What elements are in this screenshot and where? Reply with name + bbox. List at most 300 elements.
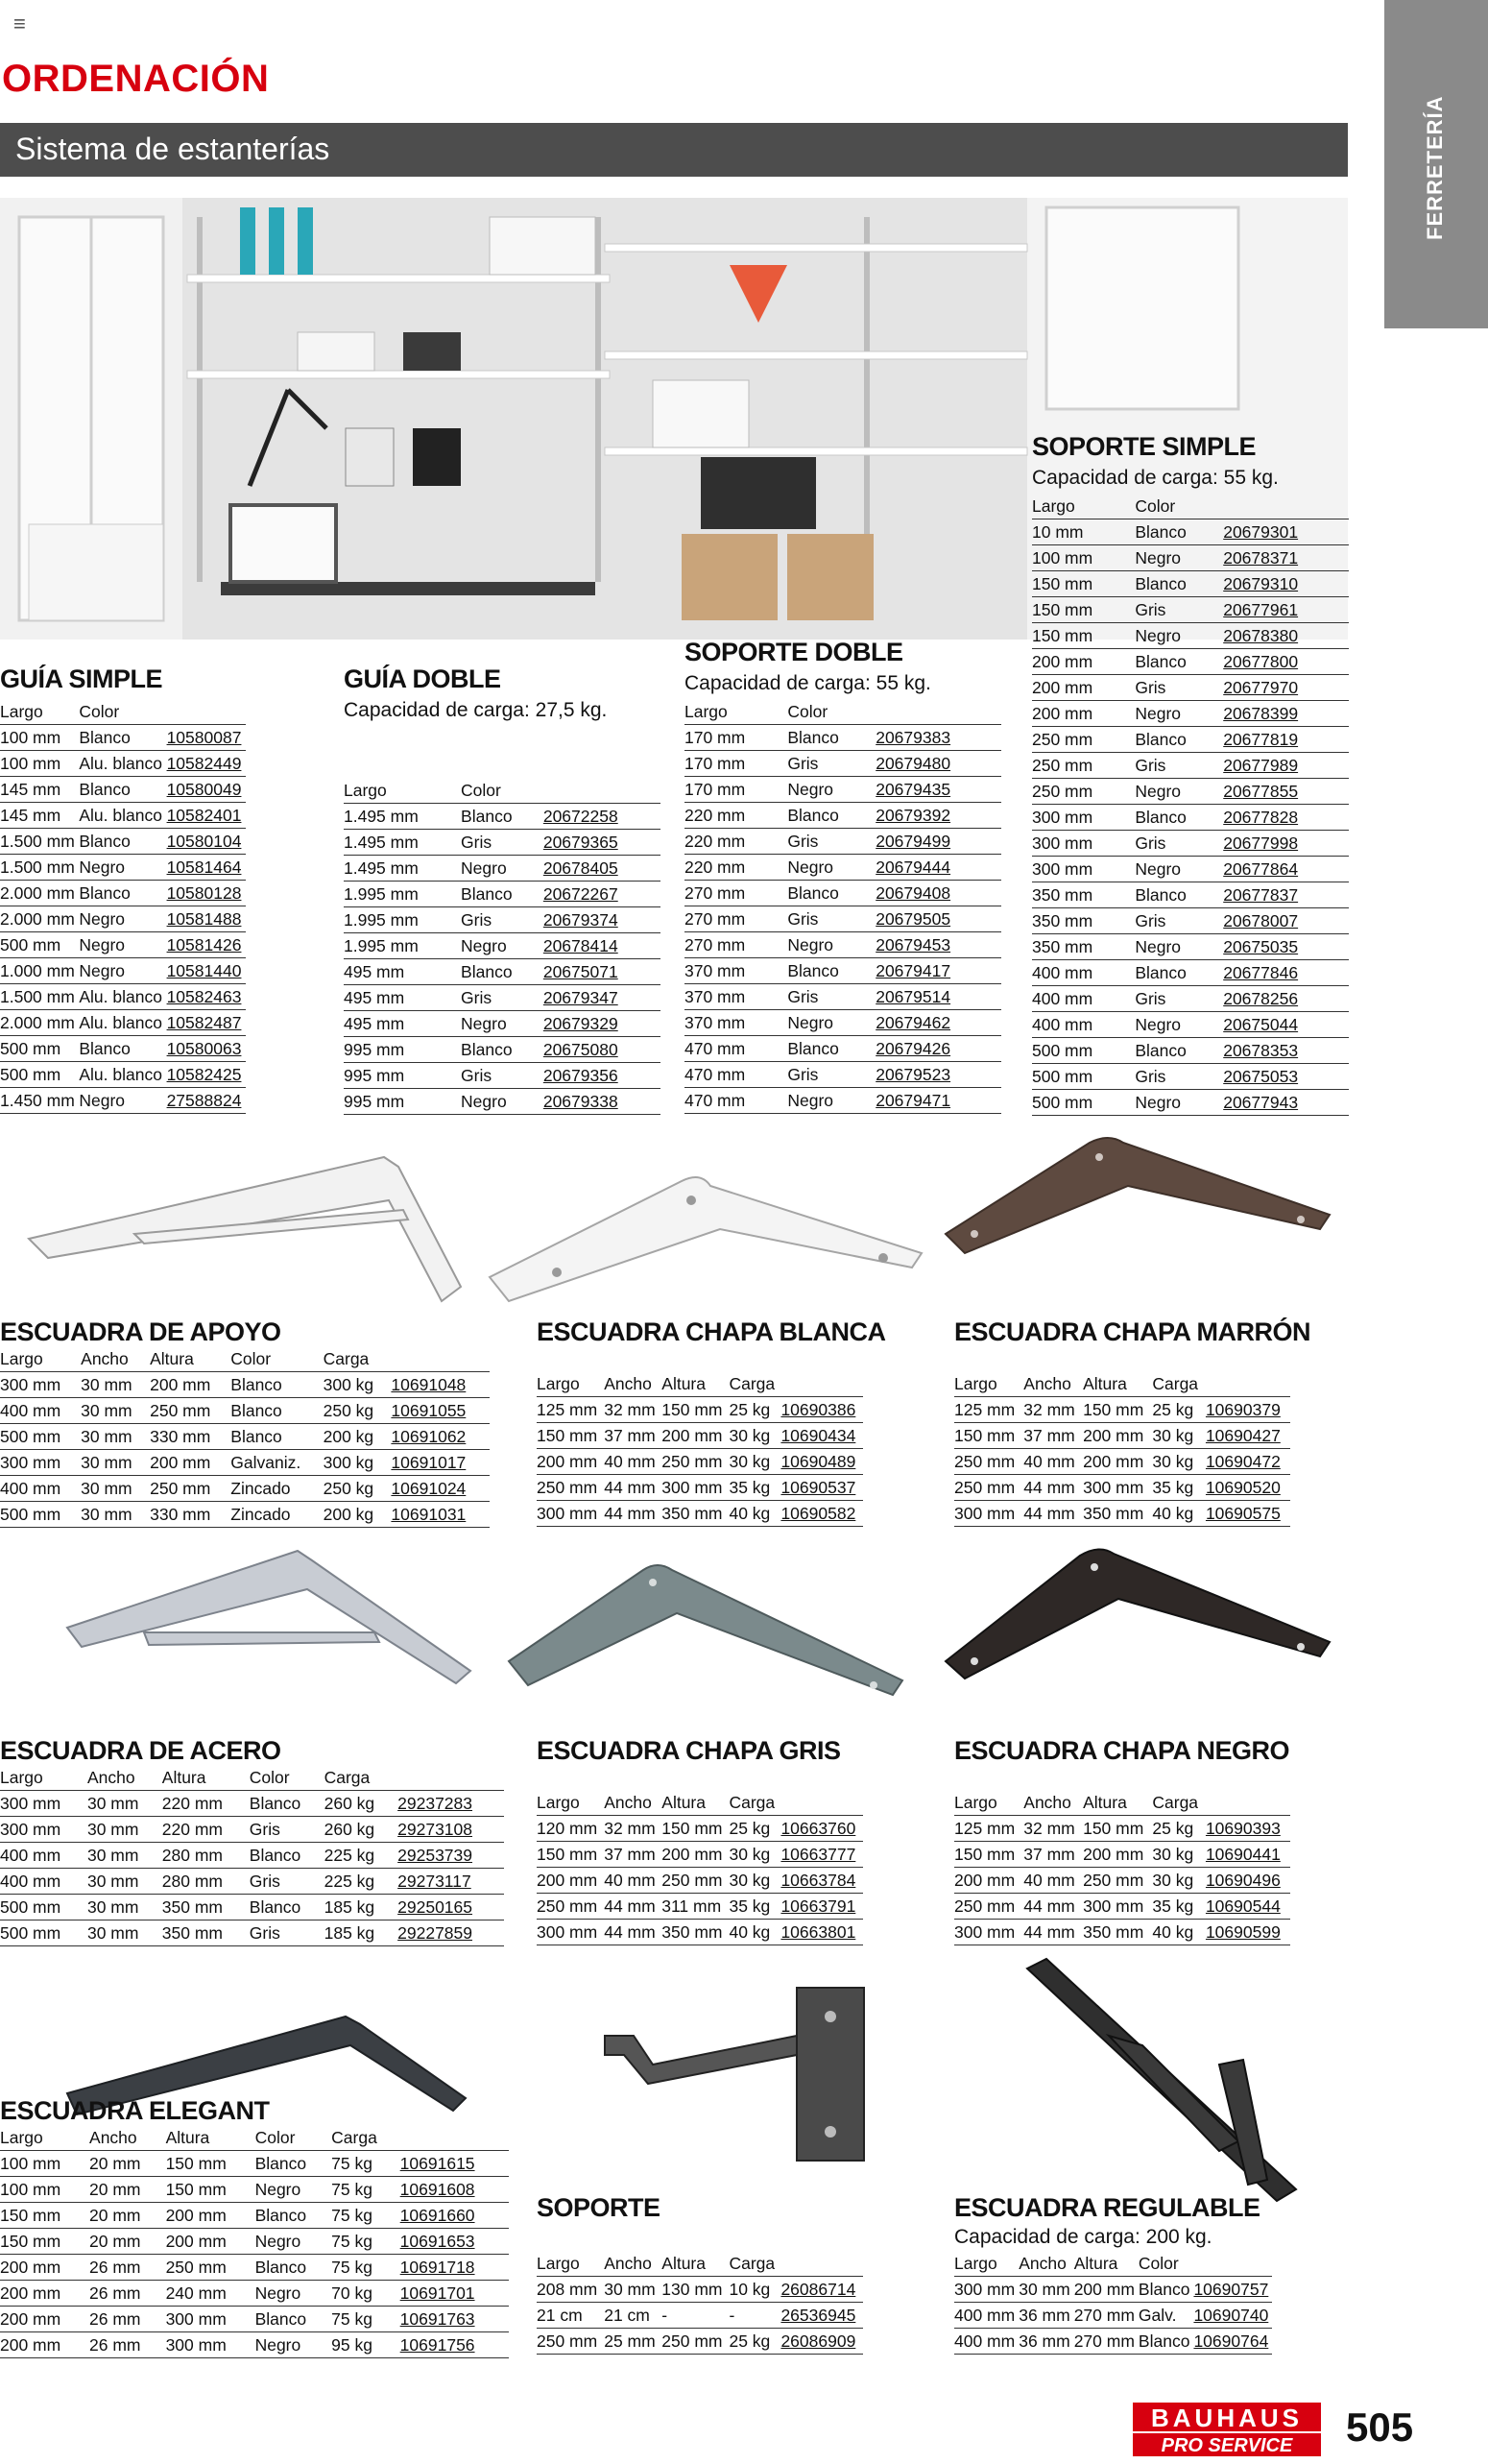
- column-header: [167, 699, 246, 725]
- table-row: [954, 1920, 1290, 1945]
- table-cell: 30 kg: [1152, 1842, 1206, 1868]
- table-cell: 25 kg: [1152, 1397, 1206, 1423]
- table-cell: Blanco: [79, 725, 166, 751]
- table-cell: Galv.: [1139, 2303, 1194, 2329]
- table-row: [1032, 831, 1349, 857]
- table-header-row: [954, 1371, 1290, 1397]
- column-header: Altura: [661, 2251, 729, 2277]
- table-cell: 30 mm: [81, 1372, 150, 1398]
- article-number: 29253739: [397, 1843, 504, 1869]
- table-cell: 200 mm: [1083, 1842, 1152, 1868]
- table-cell: Blanco: [1135, 519, 1223, 545]
- menu-icon: ≡: [13, 12, 26, 36]
- table-row: [954, 1397, 1290, 1423]
- table-cell: 225 kg: [324, 1843, 398, 1869]
- table-row: [1032, 882, 1349, 908]
- table-cell: Negro: [1135, 934, 1223, 960]
- article-number: 20679347: [543, 985, 660, 1011]
- table-row: [0, 2307, 509, 2332]
- table-cell: 150 mm: [166, 2177, 255, 2203]
- table-cell: 250 mm: [537, 2329, 604, 2355]
- column-header: Color: [1135, 494, 1223, 519]
- table-cell: Gris: [1135, 597, 1223, 623]
- article-number: 10581488: [167, 906, 246, 932]
- table-cell: 995 mm: [344, 1037, 461, 1063]
- table-cell: 30 mm: [87, 1843, 162, 1869]
- table-cell: 250 mm: [537, 1475, 604, 1501]
- table-cell: 185 kg: [324, 1895, 398, 1920]
- article-number: 20677970: [1223, 675, 1349, 701]
- table-cell: Blanco: [1135, 1038, 1223, 1064]
- table-row: [684, 1010, 1001, 1036]
- table-cell: 32 mm: [1023, 1816, 1083, 1842]
- article-number: 20679514: [876, 984, 1001, 1010]
- table-row: [537, 2329, 863, 2355]
- table-cell: 1.495 mm: [344, 804, 461, 830]
- table-cell: 250 kg: [324, 1398, 392, 1424]
- table-cell: 37 mm: [1023, 1842, 1083, 1868]
- table-cell: 200 mm: [166, 2229, 255, 2255]
- table-cell: Negro: [461, 1011, 543, 1037]
- article-number: 10690599: [1206, 1920, 1290, 1945]
- product-title: SOPORTE: [537, 2193, 660, 2222]
- table-cell: Blanco: [1135, 960, 1223, 986]
- column-header: [1193, 2251, 1272, 2277]
- table-row: [684, 829, 1001, 855]
- table-header-row: [0, 699, 246, 725]
- table-row: [0, 751, 246, 777]
- table-cell: 400 mm: [1032, 1012, 1135, 1038]
- table-row: [0, 1450, 490, 1476]
- table-cell: 26 mm: [89, 2332, 166, 2358]
- table-cell: 75 kg: [331, 2255, 400, 2281]
- table-cell: 300 mm: [954, 1920, 1023, 1945]
- table-cell: 100 mm: [0, 751, 79, 777]
- table-cell: 125 mm: [954, 1397, 1023, 1423]
- table-cell: 35 kg: [729, 1475, 780, 1501]
- article-number: 20679462: [876, 1010, 1001, 1036]
- table-cell: 300 mm: [954, 1501, 1023, 1527]
- table-cell: Negro: [79, 1088, 166, 1114]
- table-cell: Blanco: [787, 725, 876, 751]
- bracket-image-regulable: [1018, 1949, 1306, 2209]
- table-cell: 35 kg: [729, 1894, 780, 1920]
- table-cell: 270 mm: [684, 906, 787, 932]
- table-cell: 220 mm: [162, 1791, 250, 1817]
- table-cell: 150 mm: [166, 2151, 255, 2177]
- column-header: Carga: [324, 1765, 398, 1791]
- spec-table-soporte-doble: [684, 699, 1001, 1114]
- column-header: Color: [461, 778, 543, 804]
- table-cell: Negro: [787, 855, 876, 881]
- article-number: 20679301: [1223, 519, 1349, 545]
- table-cell: 44 mm: [604, 1920, 661, 1945]
- table-cell: 250 mm: [661, 1449, 729, 1475]
- table-cell: 26 mm: [89, 2255, 166, 2281]
- table-cell: 995 mm: [344, 1089, 461, 1115]
- table-cell: 495 mm: [344, 1011, 461, 1037]
- article-number: 20677961: [1223, 597, 1349, 623]
- table-row: [0, 1791, 504, 1817]
- article-number: 10691763: [400, 2307, 509, 2332]
- table-row: [0, 2177, 509, 2203]
- table-cell: 100 mm: [1032, 545, 1135, 571]
- table-cell: Blanco: [1139, 2277, 1194, 2303]
- spec-table-escuadra-apoyo: [0, 1346, 490, 1528]
- column-header: [1206, 1790, 1290, 1816]
- table-cell: 500 mm: [0, 1424, 81, 1450]
- page-title: ORDENACIÓN: [2, 58, 270, 100]
- table-cell: 500 mm: [0, 1895, 87, 1920]
- table-cell: 36 mm: [1019, 2303, 1073, 2329]
- article-number: 10690582: [780, 1501, 863, 1527]
- table-row: [0, 2255, 509, 2281]
- table-cell: 250 mm: [954, 1449, 1023, 1475]
- column-header: [780, 2251, 863, 2277]
- article-number: 10691024: [391, 1476, 490, 1502]
- table-cell: 200 mm: [661, 1423, 729, 1449]
- table-cell: Blanco: [461, 882, 543, 907]
- table-cell: 300 mm: [166, 2332, 255, 2358]
- table-cell: 260 kg: [324, 1791, 398, 1817]
- table-cell: 75 kg: [331, 2203, 400, 2229]
- column-header: Carga: [331, 2125, 400, 2151]
- table-row: [537, 1397, 863, 1423]
- table-cell: Negro: [79, 855, 166, 881]
- table-cell: 30 mm: [87, 1920, 162, 1946]
- article-number: 20677846: [1223, 960, 1349, 986]
- table-cell: 150 mm: [1083, 1397, 1152, 1423]
- table-row: [344, 1011, 660, 1037]
- logo-top-text: BAUHAUS: [1151, 2404, 1303, 2432]
- table-cell: Gris: [1135, 908, 1223, 934]
- table-cell: Negro: [787, 932, 876, 958]
- table-cell: 350 mm: [1083, 1501, 1152, 1527]
- product-subtitle: Capacidad de carga: 27,5 kg.: [344, 699, 608, 721]
- bracket-image-soporte: [595, 1978, 883, 2170]
- article-number: 20679408: [876, 881, 1001, 906]
- table-row: [1032, 649, 1349, 675]
- table-cell: 370 mm: [684, 1010, 787, 1036]
- table-cell: 250 mm: [166, 2255, 255, 2281]
- article-number: 20679392: [876, 803, 1001, 829]
- table-cell: 120 mm: [537, 1816, 604, 1842]
- article-number: 20678399: [1223, 701, 1349, 727]
- article-number: 10690740: [1193, 2303, 1272, 2329]
- table-cell: Negro: [79, 932, 166, 958]
- table-cell: Negro: [461, 856, 543, 882]
- table-cell: 250 mm: [537, 1894, 604, 1920]
- table-cell: 200 mm: [537, 1868, 604, 1894]
- table-cell: 125 mm: [954, 1816, 1023, 1842]
- table-cell: Negro: [79, 906, 166, 932]
- table-row: [684, 725, 1001, 751]
- article-number: 20679480: [876, 751, 1001, 777]
- table-cell: Blanco: [230, 1424, 323, 1450]
- table-row: [1032, 805, 1349, 831]
- table-row: [344, 804, 660, 830]
- table-cell: Blanco: [255, 2151, 332, 2177]
- article-number: 20679471: [876, 1088, 1001, 1114]
- table-cell: 500 mm: [0, 1036, 79, 1062]
- article-number: 20679338: [543, 1089, 660, 1115]
- article-number: 10690537: [780, 1475, 863, 1501]
- table-cell: Gris: [461, 985, 543, 1011]
- table-header-row: [684, 699, 1001, 725]
- table-cell: Zincado: [230, 1476, 323, 1502]
- table-cell: Gris: [1135, 753, 1223, 779]
- article-number: 10580049: [167, 777, 246, 803]
- table-cell: 25 kg: [729, 1816, 780, 1842]
- article-number: 29250165: [397, 1895, 504, 1920]
- table-cell: 30 mm: [81, 1424, 150, 1450]
- article-number: 10580087: [167, 725, 246, 751]
- article-number: 20678256: [1223, 986, 1349, 1012]
- table-cell: 1.995 mm: [344, 933, 461, 959]
- table-cell: 200 mm: [1032, 649, 1135, 675]
- table-cell: 30 mm: [1019, 2277, 1073, 2303]
- table-cell: 150 mm: [0, 2229, 89, 2255]
- spec-table-escuadra-acero: [0, 1765, 504, 1946]
- spec-table-soporte: [537, 2251, 863, 2355]
- table-row: [0, 1088, 246, 1114]
- table-cell: Gris: [787, 751, 876, 777]
- table-row: [684, 751, 1001, 777]
- table-cell: Negro: [1135, 623, 1223, 649]
- table-header-row: [344, 778, 660, 804]
- table-cell: Negro: [787, 1010, 876, 1036]
- table-row: [684, 1062, 1001, 1088]
- table-cell: 270 mm: [684, 932, 787, 958]
- table-cell: 30 mm: [87, 1869, 162, 1895]
- article-number: 20679383: [876, 725, 1001, 751]
- table-cell: 150 mm: [661, 1397, 729, 1423]
- column-header: Ancho: [604, 1371, 661, 1397]
- column-header: [397, 1765, 504, 1791]
- article-number: 20677943: [1223, 1090, 1349, 1116]
- table-cell: Blanco: [461, 1037, 543, 1063]
- table-cell: 220 mm: [684, 855, 787, 881]
- product-subtitle: Capacidad de carga: 55 kg.: [684, 672, 931, 694]
- table-row: [0, 803, 246, 829]
- column-header: Altura: [1083, 1371, 1152, 1397]
- column-header: Largo: [954, 1790, 1023, 1816]
- table-cell: 1.500 mm: [0, 984, 79, 1010]
- table-cell: 30 mm: [604, 2277, 661, 2303]
- table-header-row: [0, 1346, 490, 1372]
- table-row: [1032, 519, 1349, 545]
- table-cell: 350 mm: [661, 1501, 729, 1527]
- table-cell: 495 mm: [344, 985, 461, 1011]
- table-row: [0, 984, 246, 1010]
- table-cell: Negro: [1135, 701, 1223, 727]
- table-cell: 44 mm: [604, 1894, 661, 1920]
- article-number: 10582487: [167, 1010, 246, 1036]
- table-row: [954, 2277, 1272, 2303]
- table-row: [954, 1449, 1290, 1475]
- table-header-row: [0, 1765, 504, 1791]
- article-number: 20679374: [543, 907, 660, 933]
- table-row: [537, 1868, 863, 1894]
- article-number: 10691017: [391, 1450, 490, 1476]
- article-number: 20679453: [876, 932, 1001, 958]
- table-cell: 20 mm: [89, 2177, 166, 2203]
- article-number: 10663784: [780, 1868, 863, 1894]
- article-number: 20677837: [1223, 882, 1349, 908]
- table-cell: 270 mm: [1074, 2329, 1139, 2355]
- table-cell: 500 mm: [0, 1062, 79, 1088]
- article-number: 10691048: [391, 1372, 490, 1398]
- table-row: [1032, 1012, 1349, 1038]
- table-cell: 75 kg: [331, 2151, 400, 2177]
- table-cell: Gris: [250, 1869, 324, 1895]
- table-cell: 145 mm: [0, 803, 79, 829]
- table-cell: 25 kg: [729, 1397, 780, 1423]
- table-cell: Gris: [787, 906, 876, 932]
- table-cell: -: [661, 2303, 729, 2329]
- column-header: [400, 2125, 509, 2151]
- section-title: Sistema de estanterías: [15, 132, 330, 166]
- table-cell: 1.995 mm: [344, 907, 461, 933]
- table-cell: 40 mm: [1023, 1868, 1083, 1894]
- table-cell: Negro: [79, 958, 166, 984]
- spec-table-escuadra-elegant: [0, 2125, 509, 2358]
- table-cell: 30 kg: [729, 1842, 780, 1868]
- table-cell: Negro: [787, 777, 876, 803]
- table-cell: 300 mm: [1083, 1475, 1152, 1501]
- table-cell: 200 mm: [1032, 675, 1135, 701]
- table-row: [1032, 779, 1349, 805]
- table-cell: 150 mm: [537, 1423, 604, 1449]
- article-number: 20678007: [1223, 908, 1349, 934]
- table-cell: 300 mm: [537, 1920, 604, 1945]
- table-cell: 200 mm: [0, 2307, 89, 2332]
- table-cell: 125 mm: [537, 1397, 604, 1423]
- table-cell: 330 mm: [150, 1502, 230, 1528]
- table-row: [1032, 753, 1349, 779]
- table-cell: 40 mm: [604, 1449, 661, 1475]
- article-number: 26086909: [780, 2329, 863, 2355]
- table-cell: 40 mm: [1023, 1449, 1083, 1475]
- table-row: [1032, 727, 1349, 753]
- article-number: 10663760: [780, 1816, 863, 1842]
- table-cell: 300 mm: [1032, 831, 1135, 857]
- table-cell: 75 kg: [331, 2307, 400, 2332]
- table-cell: 95 kg: [331, 2332, 400, 2358]
- table-cell: 470 mm: [684, 1088, 787, 1114]
- table-cell: Blanco: [1135, 805, 1223, 831]
- table-cell: Negro: [461, 933, 543, 959]
- table-row: [0, 1843, 504, 1869]
- table-cell: 400 mm: [1032, 960, 1135, 986]
- table-row: [344, 1089, 660, 1115]
- table-cell: 300 mm: [1032, 857, 1135, 882]
- bracket-image-chapa-gris: [499, 1556, 912, 1700]
- product-title: ESCUADRA REGULABLE: [954, 2193, 1260, 2222]
- table-row: [0, 829, 246, 855]
- table-cell: 150 mm: [661, 1816, 729, 1842]
- section-band: [0, 123, 1348, 177]
- table-row: [344, 985, 660, 1011]
- table-cell: 30 kg: [1152, 1449, 1206, 1475]
- table-cell: 200 kg: [324, 1502, 392, 1528]
- table-cell: 400 mm: [954, 2329, 1019, 2355]
- column-header: Largo: [0, 1346, 81, 1372]
- category-tab: [1384, 0, 1488, 328]
- article-number: 10580063: [167, 1036, 246, 1062]
- product-subtitle: Capacidad de carga: 200 kg.: [954, 2226, 1212, 2248]
- table-cell: 30 mm: [87, 1895, 162, 1920]
- table-cell: Blanco: [79, 777, 166, 803]
- table-cell: Blanco: [250, 1843, 324, 1869]
- table-header-row: [537, 1790, 863, 1816]
- table-cell: Gris: [250, 1817, 324, 1843]
- table-header-row: [954, 2251, 1272, 2277]
- table-cell: 32 mm: [1023, 1397, 1083, 1423]
- table-header-row: [954, 1790, 1290, 1816]
- table-cell: 150 mm: [954, 1423, 1023, 1449]
- table-cell: 311 mm: [661, 1894, 729, 1920]
- spec-table-guia-simple: [0, 699, 246, 1114]
- table-cell: 200 mm: [1083, 1449, 1152, 1475]
- table-cell: Zincado: [230, 1502, 323, 1528]
- table-row: [344, 1037, 660, 1063]
- table-cell: 30 mm: [81, 1450, 150, 1476]
- table-cell: 37 mm: [604, 1423, 661, 1449]
- table-cell: Alu. blanco: [79, 1010, 166, 1036]
- table-row: [684, 906, 1001, 932]
- column-header: Largo: [0, 699, 79, 725]
- table-cell: Blanco: [230, 1398, 323, 1424]
- table-row: [344, 882, 660, 907]
- table-cell: 185 kg: [324, 1920, 398, 1946]
- table-cell: 30 mm: [81, 1398, 150, 1424]
- table-cell: 32 mm: [604, 1816, 661, 1842]
- table-cell: 44 mm: [1023, 1920, 1083, 1945]
- table-cell: 500 mm: [1032, 1038, 1135, 1064]
- table-cell: 260 kg: [324, 1817, 398, 1843]
- table-cell: 10 kg: [729, 2277, 780, 2303]
- spec-table-chapa-negro: [954, 1790, 1290, 1945]
- table-cell: 200 kg: [324, 1424, 392, 1450]
- article-number: 10690489: [780, 1449, 863, 1475]
- table-cell: 200 mm: [1083, 1423, 1152, 1449]
- table-cell: 40 kg: [729, 1920, 780, 1945]
- article-number: 10690379: [1206, 1397, 1290, 1423]
- product-title: GUÍA SIMPLE: [0, 664, 163, 693]
- column-header: Ancho: [1023, 1790, 1083, 1816]
- table-cell: Negro: [1135, 545, 1223, 571]
- table-cell: 500 mm: [0, 1502, 81, 1528]
- column-header: Ancho: [604, 1790, 661, 1816]
- table-cell: 300 mm: [661, 1475, 729, 1501]
- table-header-row: [537, 1371, 863, 1397]
- table-cell: 200 mm: [661, 1842, 729, 1868]
- table-cell: Negro: [255, 2281, 332, 2307]
- column-header: Largo: [684, 699, 787, 725]
- article-number: 20679426: [876, 1036, 1001, 1062]
- table-cell: 100 mm: [0, 2151, 89, 2177]
- bracket-image-chapa-blanca: [480, 1162, 931, 1306]
- table-row: [537, 1449, 863, 1475]
- table-row: [684, 855, 1001, 881]
- table-cell: 44 mm: [1023, 1894, 1083, 1920]
- product-title: GUÍA DOBLE: [344, 664, 501, 693]
- column-header: Carga: [729, 1371, 780, 1397]
- table-cell: 30 kg: [1152, 1868, 1206, 1894]
- table-row: [344, 856, 660, 882]
- table-row: [0, 958, 246, 984]
